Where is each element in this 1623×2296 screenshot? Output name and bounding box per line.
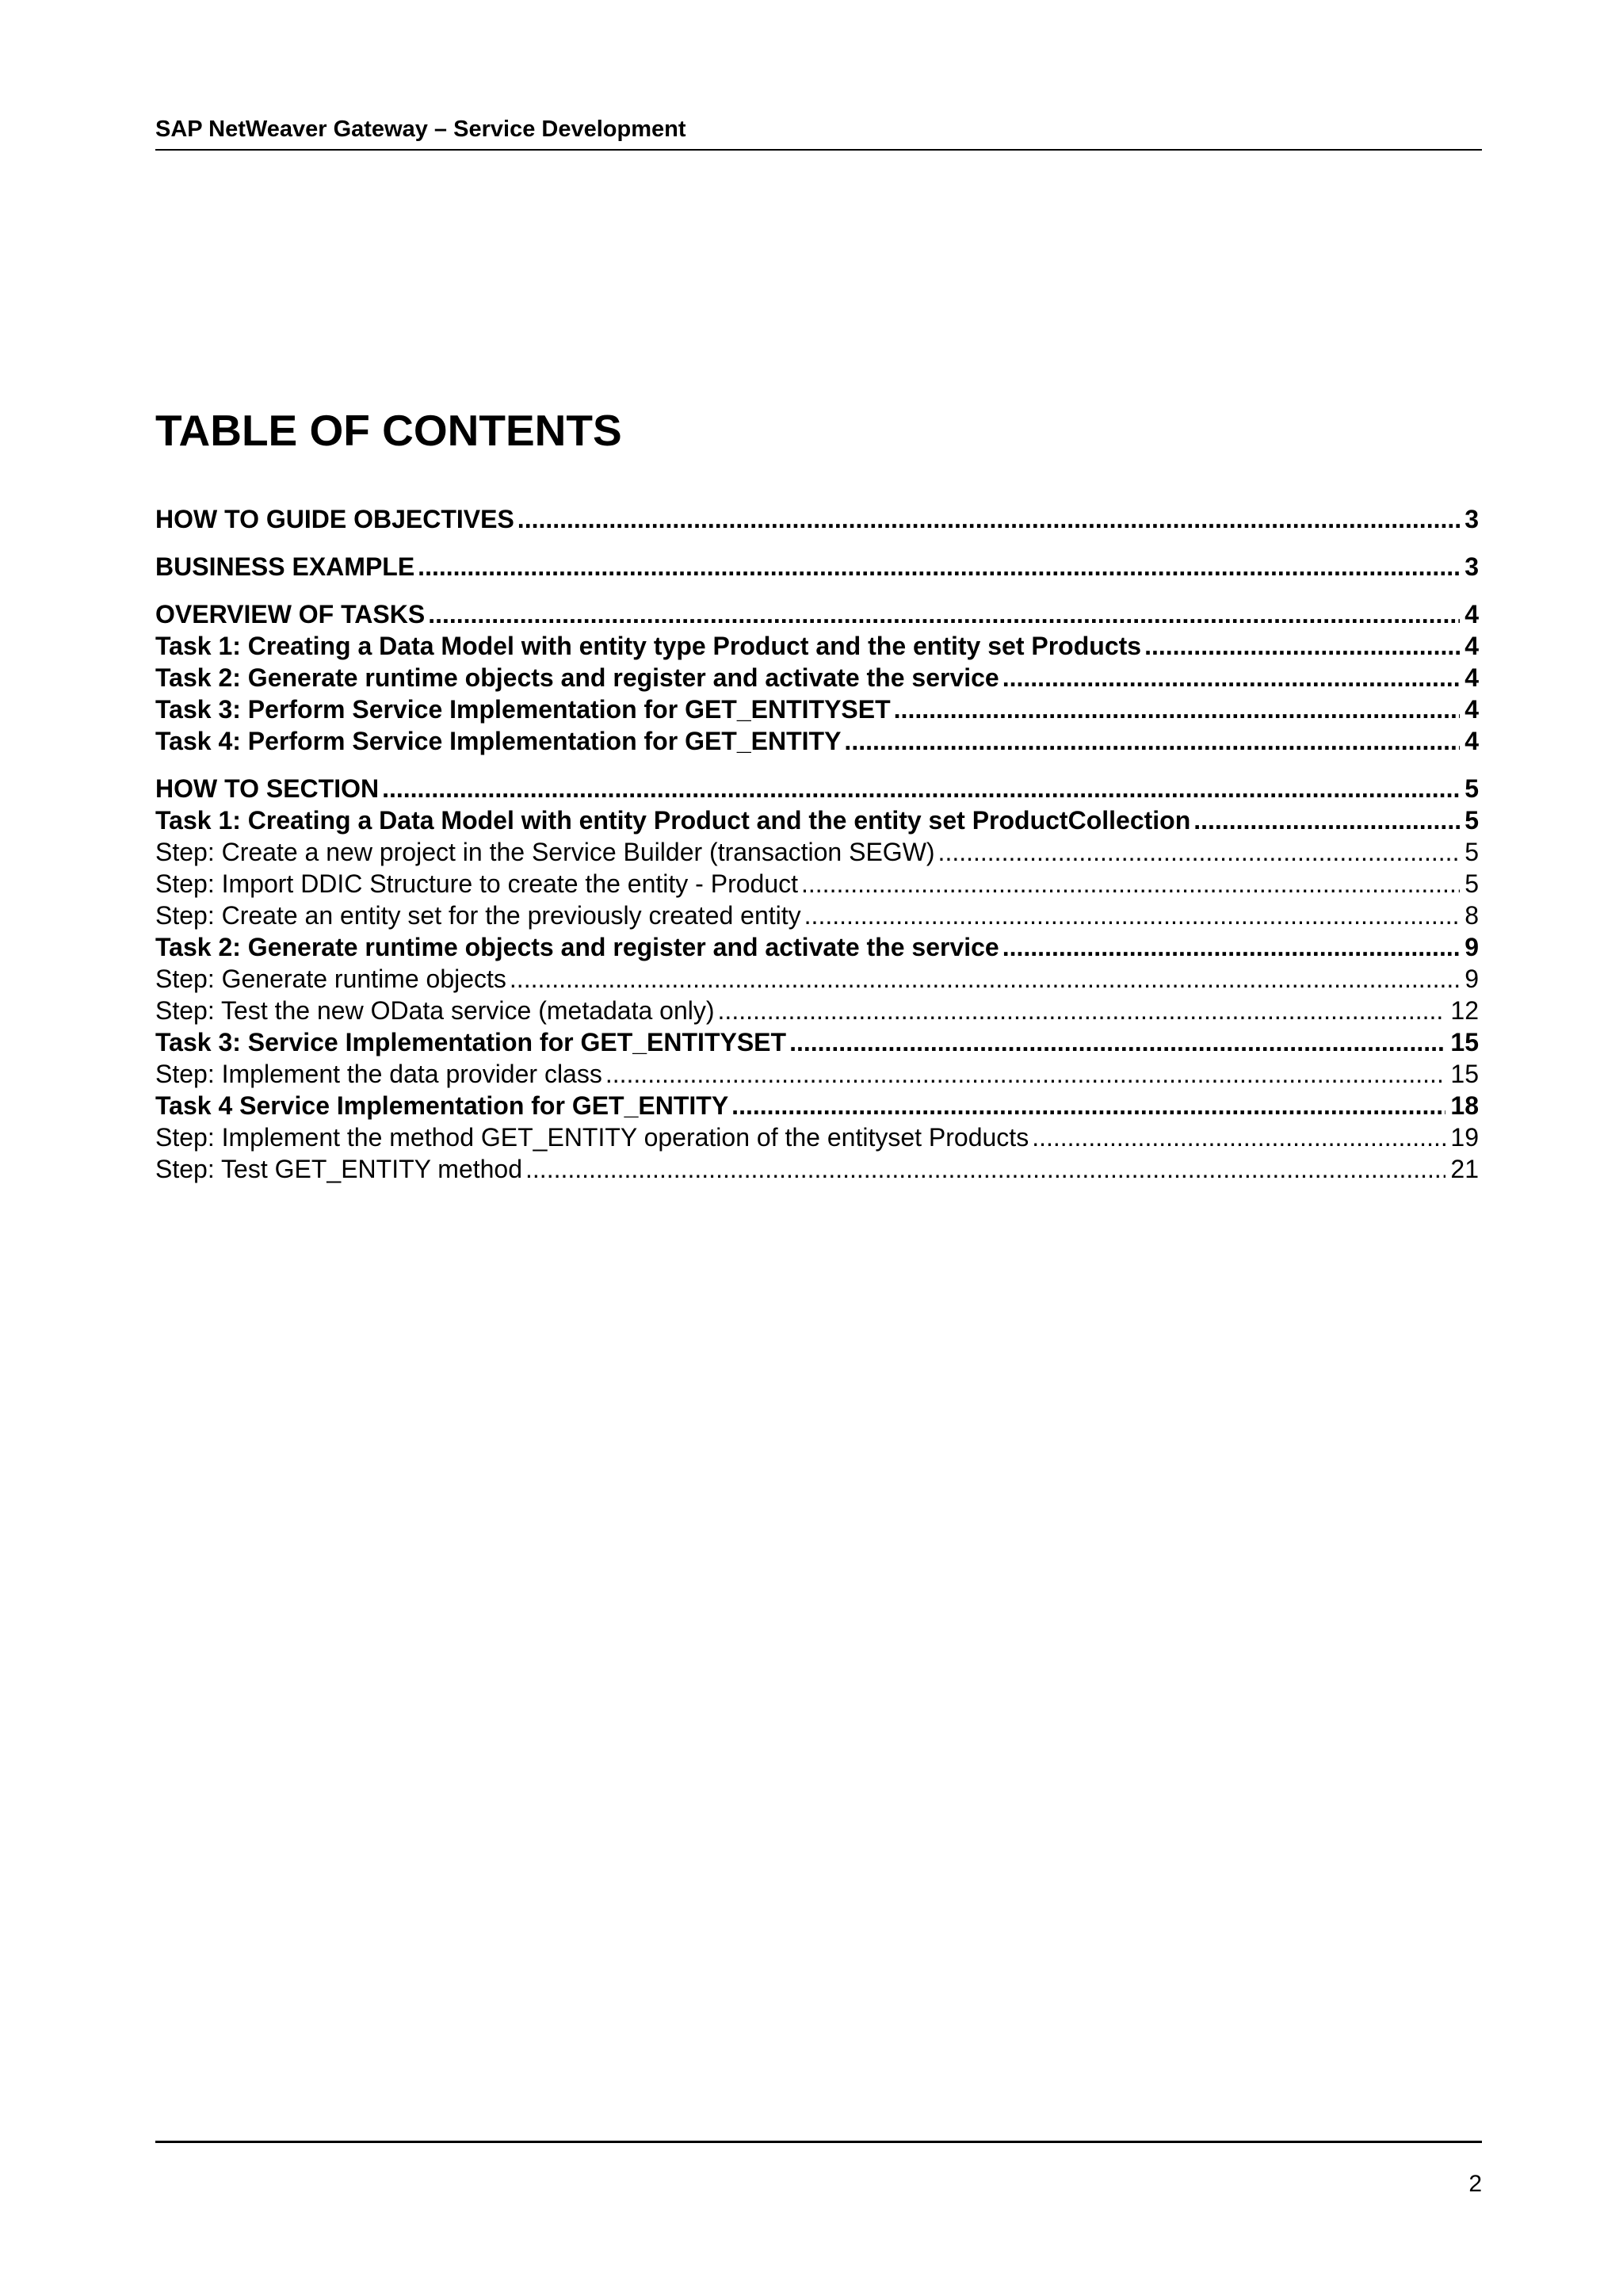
table-of-contents [155,503,1479,1201]
toc-entry-text: Task 2: Generate runtime objects and register and activate the service [155,933,999,961]
toc-dot-leader [428,598,1460,630]
toc-entry-page: 15 [1450,1060,1479,1088]
toc-entry-page: 18 [1450,1091,1479,1120]
toc-entry-text: Task 2: Generate runtime objects and register and activate the service [155,663,999,692]
toc-entry-page: 4 [1465,727,1479,755]
toc-dot-leader [894,693,1461,725]
toc-dot-leader [1002,662,1460,693]
toc-entry-page: 5 [1465,838,1479,866]
toc-entry-page: 15 [1450,1028,1479,1056]
toc-entry-page: 5 [1465,869,1479,898]
toc-heading: TABLE OF CONTENTS [155,406,622,455]
toc-entry-text: Task 1: Creating a Data Model with entity Product and the entity set ProductCollection [155,806,1191,835]
toc-entry-text: Step: Implement the method GET_ENTITY operation of the entityset Products [155,1123,1029,1152]
toc-entry[interactable] [155,598,1479,630]
toc-entry-page: 4 [1465,695,1479,724]
toc-dot-leader [844,725,1460,757]
toc-entry-text: Step: Generate runtime objects [155,965,506,993]
toc-entry[interactable] [155,995,1479,1026]
toc-dot-leader [517,503,1460,535]
toc-entry[interactable] [155,773,1479,804]
toc-entry[interactable] [155,804,1479,836]
toc-entry-page: 12 [1450,996,1479,1025]
toc-group [155,773,1479,1185]
toc-dot-leader [1002,931,1460,963]
toc-entry-page: 4 [1465,600,1479,628]
toc-group [155,551,1479,583]
document-title: SAP NetWeaver Gateway – Service Development [155,117,686,142]
toc-entry-page: 4 [1465,632,1479,660]
toc-entry[interactable] [155,662,1479,693]
toc-dot-leader [510,963,1460,995]
toc-entry-text: Step: Create an entity set for the previously created entity [155,901,801,930]
toc-entry[interactable] [155,963,1479,995]
toc-dot-leader [605,1058,1446,1090]
toc-entry-page: 3 [1465,552,1479,581]
toc-dot-leader [789,1026,1445,1058]
toc-entry[interactable] [155,1026,1479,1058]
toc-dot-leader [1032,1121,1445,1153]
toc-entry[interactable] [155,1121,1479,1153]
toc-entry-text: HOW TO GUIDE OBJECTIVES [155,505,514,533]
toc-entry-page: 5 [1465,806,1479,835]
toc-dot-leader [1144,630,1460,662]
toc-dot-leader [382,773,1460,804]
toc-group [155,598,1479,757]
footer-divider [155,2141,1482,2143]
toc-entry[interactable] [155,836,1479,868]
toc-entry-page: 21 [1450,1155,1479,1183]
toc-dot-leader [801,868,1460,900]
toc-dot-leader [804,900,1461,931]
toc-entry-text: BUSINESS EXAMPLE [155,552,415,581]
toc-entry-text: Task 1: Creating a Data Model with entity type Product and the entity set Products [155,632,1142,660]
toc-entry[interactable] [155,693,1479,725]
toc-dot-leader [525,1153,1445,1185]
toc-entry-text: Task 3: Perform Service Implementation for GET_ENTITYSET [155,695,891,724]
toc-entry-text: Step: Test the new OData service (metadata only) [155,996,715,1025]
toc-entry-page: 4 [1465,663,1479,692]
toc-entry[interactable] [155,931,1479,963]
toc-dot-leader [1193,804,1460,836]
toc-entry-page: 5 [1465,774,1479,803]
page-header [155,116,1482,151]
toc-entry[interactable] [155,725,1479,757]
toc-entry[interactable] [155,1058,1479,1090]
toc-entry[interactable] [155,868,1479,900]
toc-entry[interactable] [155,551,1479,583]
toc-entry-page: 3 [1465,505,1479,533]
toc-entry-text: Step: Implement the data provider class [155,1060,602,1088]
toc-entry-page: 9 [1465,965,1479,993]
toc-entry-text: Task 3: Service Implementation for GET_ENTITYSET [155,1028,787,1056]
toc-entry-text: Task 4 Service Implementation for GET_ENTITY [155,1091,729,1120]
toc-dot-leader [718,995,1446,1026]
toc-dot-leader [731,1090,1445,1121]
toc-entry-page: 19 [1450,1123,1479,1152]
page-number: 2 [1468,2171,1482,2197]
toc-entry-text: Task 4: Perform Service Implementation for GET_ENTITY [155,727,842,755]
toc-entry[interactable] [155,630,1479,662]
toc-entry-text: HOW TO SECTION [155,774,380,803]
toc-entry[interactable] [155,1090,1479,1121]
toc-entry-text: Step: Create a new project in the Service Builder (transaction SEGW) [155,838,935,866]
toc-entry[interactable] [155,503,1479,535]
toc-entry-page: 9 [1465,933,1479,961]
toc-dot-leader [938,836,1461,868]
toc-entry[interactable] [155,900,1479,931]
toc-entry[interactable] [155,1153,1479,1185]
toc-entry-text: OVERVIEW OF TASKS [155,600,426,628]
toc-entry-page: 8 [1465,901,1479,930]
toc-dot-leader [418,551,1460,583]
toc-entry-text: Step: Import DDIC Structure to create the entity - Product [155,869,798,898]
toc-entry-text: Step: Test GET_ENTITY method [155,1155,523,1183]
toc-group [155,503,1479,535]
